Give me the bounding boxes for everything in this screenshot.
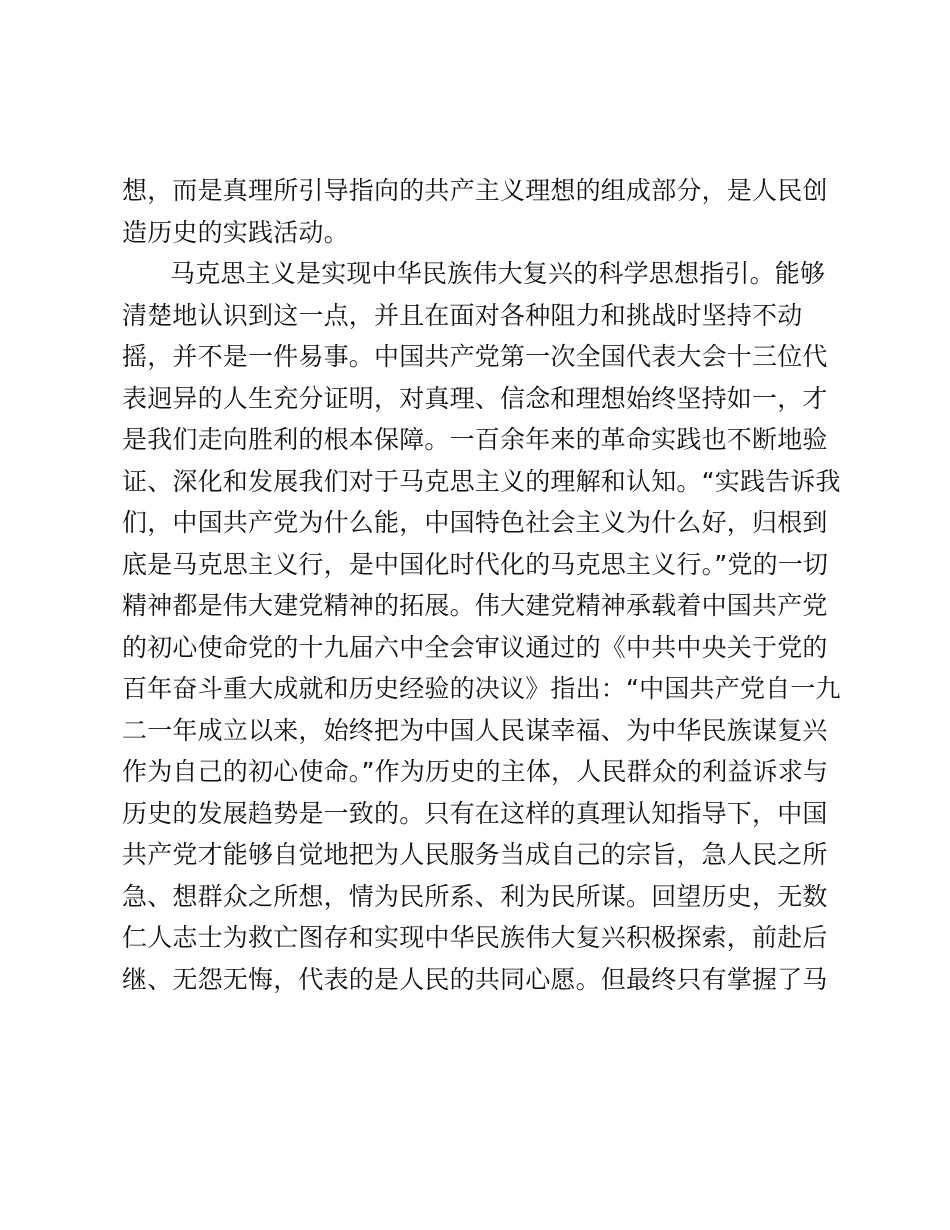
text-line: 继、无怨无悔，代表的是人民的共同心愿。但最终只有掌握了马	[122, 964, 828, 994]
text-line: 急、想群众之所想，情为民所系、利为民所谋。回望历史，无数	[122, 881, 828, 911]
text-line: 精神都是伟大建党精神的拓展。伟大建党精神承载着中国共产党	[122, 591, 828, 620]
text-line: 底是马克思主义行，是中国化时代化的马克思主义行。”党的一切	[122, 549, 829, 579]
text-line: 摇，并不是一件易事。中国共产党第一次全国代表大会十三位代	[122, 342, 828, 371]
text-line: 想，而是真理所引导指向的共产主义理想的组成部分，是人民创	[122, 176, 828, 205]
text-line: 们，中国共产党为什么能，中国特色社会主义为什么好，归根到	[122, 508, 828, 537]
text-line: 二一年成立以来，始终把为中国人民谋幸福、为中华民族谋复兴	[122, 715, 828, 745]
text-line: 历史的发展趋势是一致的。只有在这样的真理认知指导下，中国	[122, 798, 828, 828]
text-line: 证、深化和发展我们对于马克思主义的理解和认知。“实践告诉我	[122, 466, 841, 496]
text-line: 是我们走向胜利的根本保障。一百余年来的革命实践也不断地验	[122, 425, 828, 454]
text-line: 清楚地认识到这一点，并且在面对各种阻力和挑战时坚持不动	[122, 300, 803, 330]
text-line: 表迥异的人生充分证明，对真理、信念和理想始终坚持如一，才	[122, 383, 828, 413]
text-line: 的初心使命党的十九届六中全会审议通过的《中共中央关于党的	[122, 632, 828, 662]
text-line: 仁人志士为救亡图存和实现中华民族伟大复兴积极探索，前赴后	[122, 923, 828, 952]
paragraph-start-line: 马克思主义是实现中华民族伟大复兴的科学思想指引。能够	[170, 259, 826, 288]
text-line: 共产党才能够自觉地把为人民服务当成自己的宗旨，急人民之所	[122, 840, 828, 869]
text-line: 造历史的实践活动。	[122, 217, 349, 247]
body-text	[122, 170, 842, 1000]
text-line: 百年奋斗重大成就和历史经验的决议》指出：“中国共产党自一九	[122, 674, 841, 703]
text-line: 作为自己的初心使命。”作为历史的主体，人民群众的利益诉求与	[122, 757, 829, 786]
